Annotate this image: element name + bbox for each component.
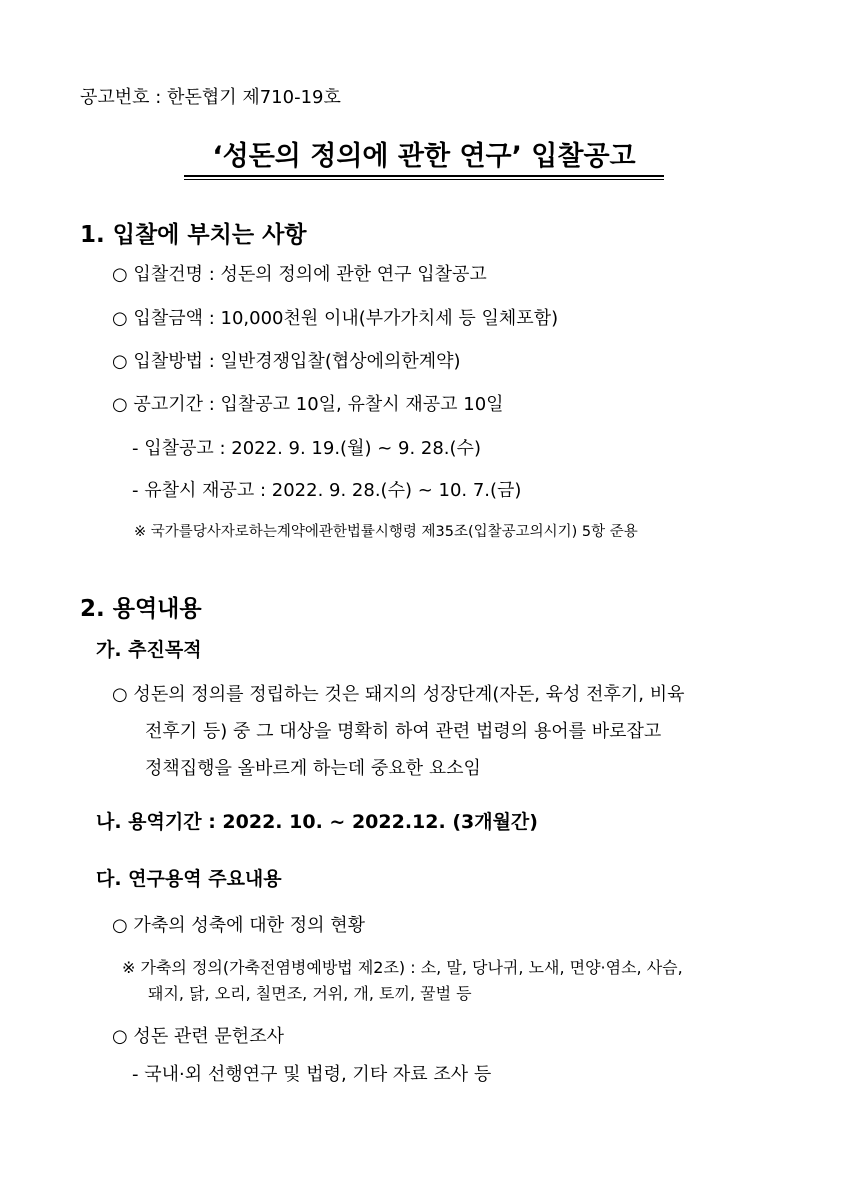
purpose-line-3: 정책집행을 올바르게 하는데 중요한 요소임	[145, 758, 481, 779]
title-underline-secondary	[184, 179, 664, 180]
purpose-line-1: ○ 성돈의 정의를 정립하는 것은 돼지의 성장단계(자돈, 육성 전후기, 비육	[112, 684, 685, 705]
document-title: ‘성돈의 정의에 관한 연구’ 입찰공고	[212, 141, 636, 172]
livestock-note-line-1: ※ 가축의 정의(가축전염병예방법 제2조) : 소, 말, 당나귀, 노새, 면양·염소, 사슴,	[122, 958, 683, 977]
bid-sub-reannouncement: - 유찰시 재공고 : 2022. 9. 28.(수) ~ 10. 7.(금)	[132, 480, 522, 501]
bid-item-amount: ○ 입찰금액 : 10,000천원 이내(부가가치세 등 일체포함)	[112, 308, 559, 329]
service-period-heading: 나. 용역기간 : 2022. 10. ~ 2022.12. (3개월간)	[96, 811, 538, 833]
section1-heading: 1. 입찰에 부치는 사항	[80, 222, 307, 248]
bid-item-method: ○ 입찰방법 : 일반경쟁입찰(협상에의한계약)	[112, 351, 461, 372]
research-content-heading: 다. 연구용역 주요내용	[96, 868, 282, 890]
purpose-heading: 가. 추진목적	[96, 639, 202, 661]
bid-sub-announcement: - 입찰공고 : 2022. 9. 19.(월) ~ 9. 28.(수)	[132, 438, 481, 459]
title-underline	[184, 175, 664, 177]
bid-legal-note: ※ 국가를당사자로하는계약에관한법률시행령 제35조(입찰공고의시기) 5항 준용	[134, 524, 638, 540]
bid-item-name: ○ 입찰건명 : 성돈의 정의에 관한 연구 입찰공고	[112, 264, 487, 285]
purpose-line-2: 전후기 등) 중 그 대상을 명확히 하여 관련 법령의 용어를 바로잡고	[145, 721, 662, 742]
literature-sub-item: - 국내·외 선행연구 및 법령, 기타 자료 조사 등	[132, 1064, 492, 1085]
content-item-literature: ○ 성돈 관련 문헌조사	[112, 1026, 284, 1047]
content-item-definition: ○ 가축의 성축에 대한 정의 현황	[112, 915, 365, 936]
bid-item-period: ○ 공고기간 : 입찰공고 10일, 유찰시 재공고 10일	[112, 394, 504, 415]
livestock-note-line-2: 돼지, 닭, 오리, 칠면조, 거위, 개, 토끼, 꿀벌 등	[148, 984, 472, 1003]
section2-heading: 2. 용역내용	[80, 596, 202, 622]
notice-number: 공고번호 : 한돈협기 제710-19호	[80, 87, 341, 108]
